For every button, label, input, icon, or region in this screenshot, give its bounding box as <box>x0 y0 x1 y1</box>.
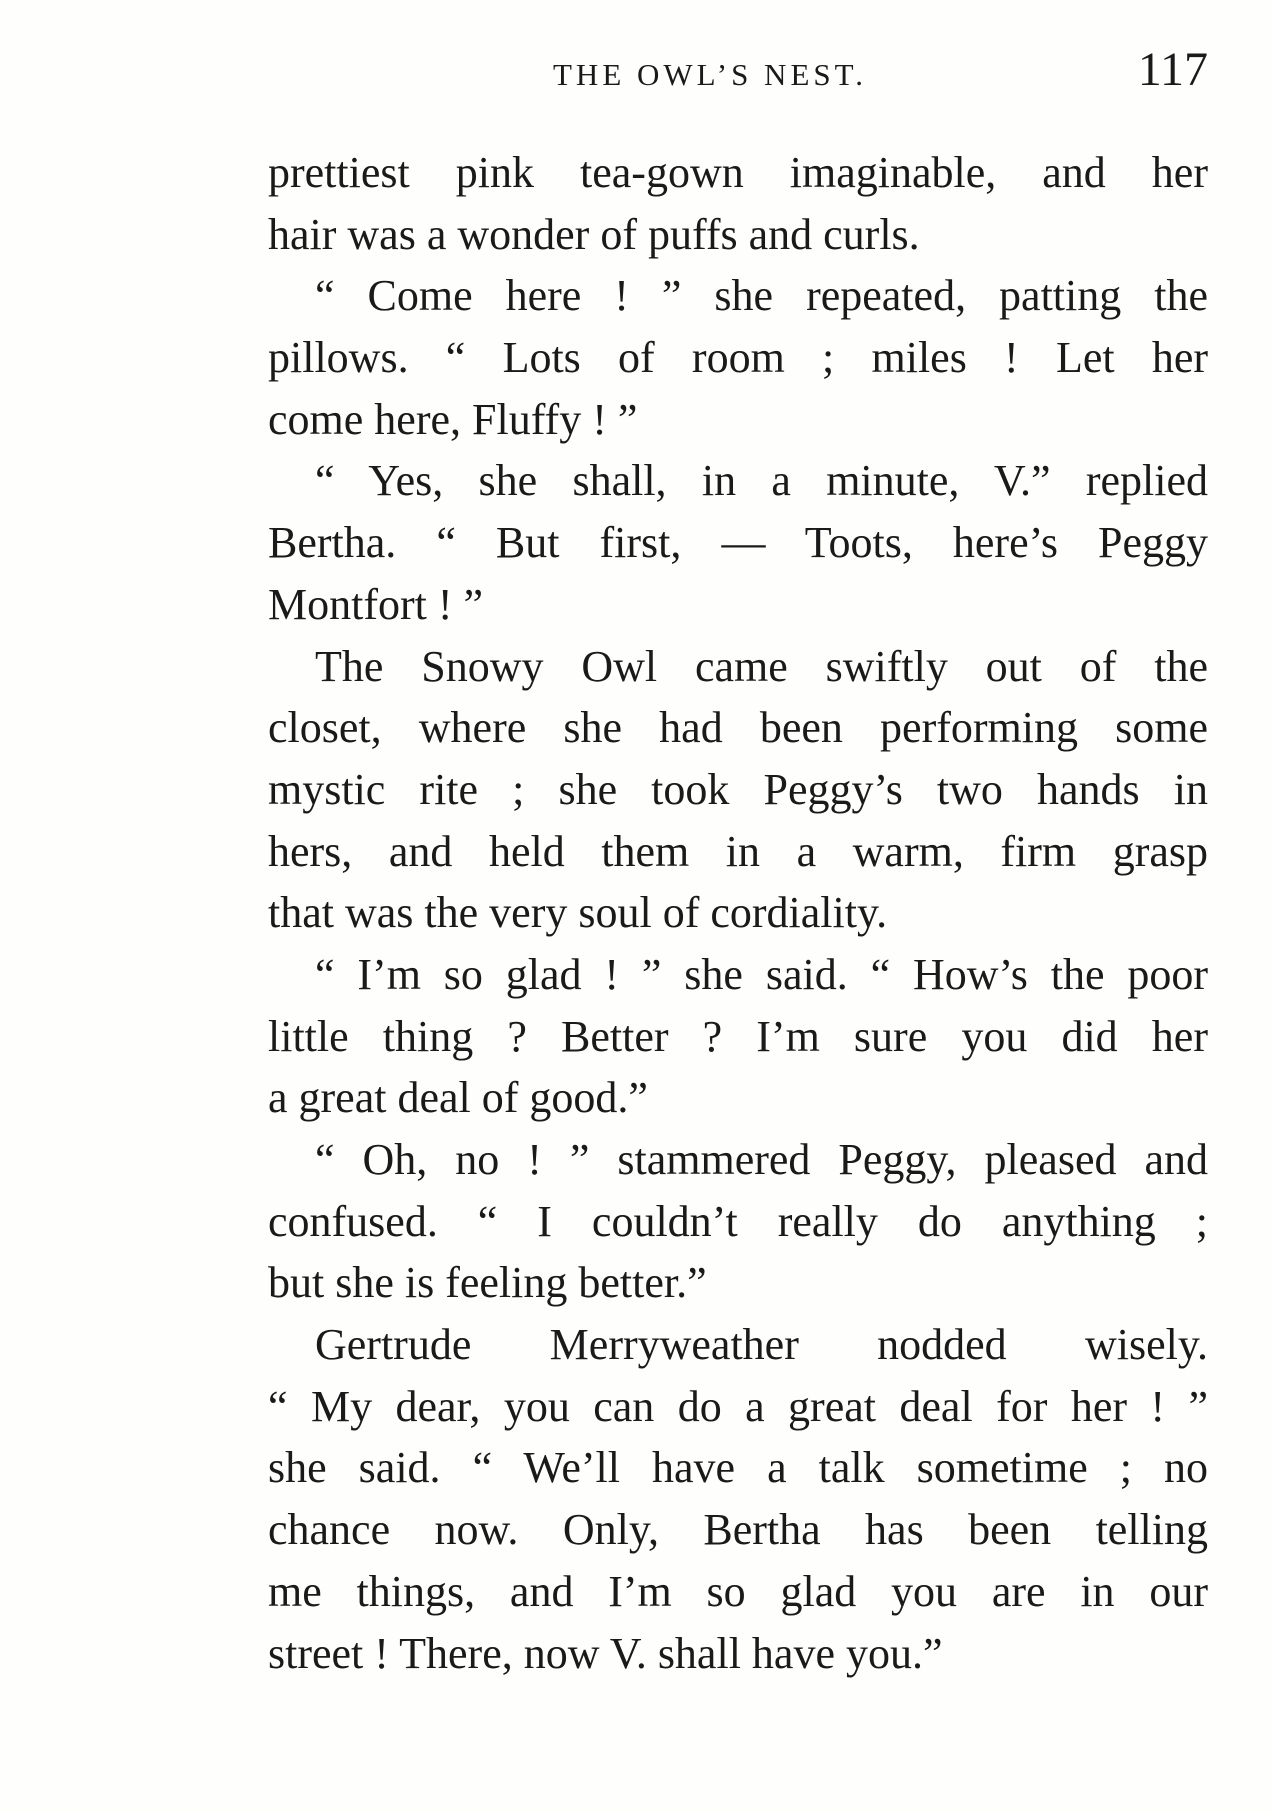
text-line: prettiest pink tea-gown imaginable, and her <box>268 148 1208 197</box>
text-line: she said. “ We’ll have a talk sometime ; no <box>268 1443 1208 1493</box>
text-line: Montfort ! ” <box>268 579 484 629</box>
text-line: Bertha. “ But first, — Toots, here’s Peggy <box>268 518 1208 568</box>
text-line: hers, and held them in a warm, firm grasp <box>268 826 1208 876</box>
running-title: THE OWL’S NEST. <box>553 57 868 92</box>
text-line: “ Yes, she shall, in a minute, V.” replied <box>315 456 1208 506</box>
text-line: “ Come here ! ” she repeated, patting the <box>315 271 1208 321</box>
text-line: The Snowy Owl came swiftly out of the <box>315 641 1208 691</box>
text-line: that was the very soul of cordiality. <box>268 888 888 938</box>
text-line: “ Oh, no ! ” stammered Peggy, pleased and <box>315 1135 1208 1184</box>
text-line: “ My dear, you can do a great deal for her ! ” <box>268 1381 1208 1431</box>
text-line: confused. “ I couldn’t really do anything ; <box>268 1196 1208 1246</box>
text-line: hair was a wonder of puffs and curls. <box>268 209 920 259</box>
text-line: closet, where she had been performing some <box>268 703 1208 753</box>
text-line: a great deal of good.” <box>268 1073 648 1123</box>
body-text <box>268 142 1208 1684</box>
text-line: come here, Fluffy ! ” <box>268 394 638 444</box>
text-line: “ I’m so glad ! ” she said. “ How’s the poor <box>315 949 1208 999</box>
text-line: Gertrude Merryweather nodded wisely. <box>315 1320 1208 1370</box>
text-line: street ! There, now V. shall have you.” <box>268 1628 943 1678</box>
text-line: but she is feeling better.” <box>268 1258 707 1308</box>
page-header <box>268 40 1208 110</box>
page-number: 117 <box>1137 43 1208 96</box>
text-line: mystic rite ; she took Peggy’s two hands in <box>268 764 1208 814</box>
text-line: pillows. “ Lots of room ; miles ! Let her <box>268 333 1208 383</box>
text-line: little thing ? Better ? I’m sure you did her <box>268 1011 1208 1061</box>
text-line: me things, and I’m so glad you are in our <box>268 1566 1208 1616</box>
text-line: chance now. Only, Bertha has been telling <box>268 1505 1208 1555</box>
